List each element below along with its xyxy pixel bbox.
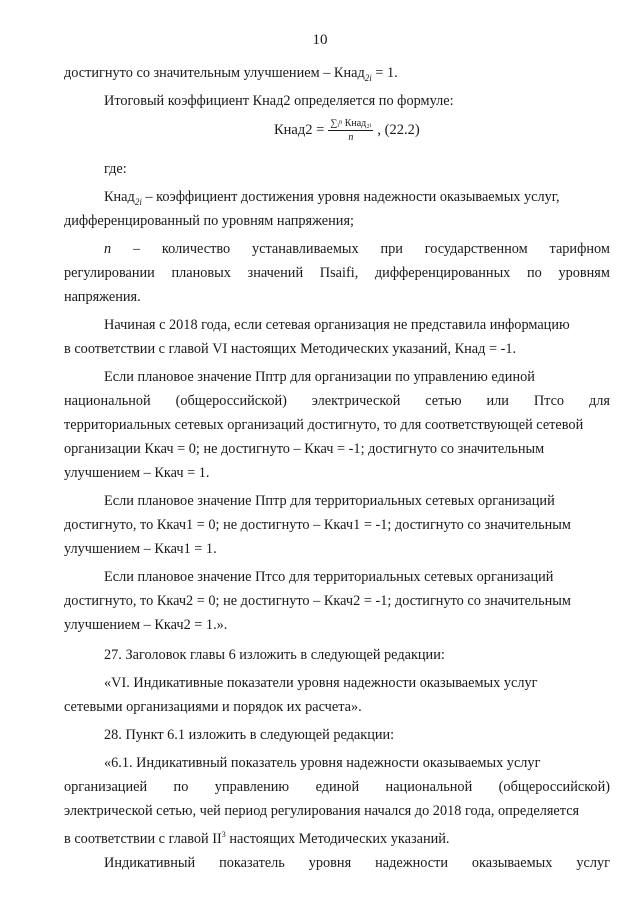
text-line: организации Ккач = 0; не достигнуто – Ккач = -1; достигнуто со значительным <box>64 441 545 457</box>
text-line: «VI. Индикативные показатели уровня надежности оказываемых услуг <box>104 675 538 691</box>
text-line-justified: Индикативный показатель уровня надежности оказываемых услуг <box>104 855 610 871</box>
text-line: где: <box>104 161 127 177</box>
text-line-justified: национальной (общероссийской) электрической сетью или Птсо для <box>64 393 610 409</box>
text-line: Если плановое значение Птсо для территориальных сетевых организаций <box>104 569 554 585</box>
formula-lhs: Кнад2 = <box>274 122 325 138</box>
text-line: территориальных сетевых организаций достигнуто, то для соответствующей сетевой <box>64 417 584 433</box>
text-line: достигнуто, то Ккач1 = 0; не достигнуто – Ккач1 = -1; достигнуто со значительным <box>64 517 571 533</box>
text-line: достигнуто, то Ккач2 = 0; не достигнуто – Ккач2 = -1; достигнуто со значительным <box>64 593 571 609</box>
text-line: в соответствии с главой VI настоящих Методических указаний, Кнад = -1. <box>64 341 517 357</box>
text-line: дифференцированный по уровням напряжения; <box>64 213 354 229</box>
text-line: электрической сетью, чей период регулирования начался до 2018 года, определяется <box>64 803 580 819</box>
text-line: «6.1. Индикативный показатель уровня надежности оказываемых услуг <box>104 755 541 771</box>
text-line: Итоговый коэффициент Кнад2 определяется по формуле: <box>104 93 454 109</box>
text-line: 27. Заголовок главы 6 изложить в следующей редакции: <box>104 647 445 663</box>
text-line: улучшением – Ккач1 = 1. <box>64 541 217 557</box>
text-line-justified: организацией по управлению единой национальной (общероссийской) <box>64 779 610 795</box>
text-line: 28. Пункт 6.1 изложить в следующей редакции: <box>104 727 395 743</box>
text-line: Начиная с 2018 года, если сетевая организация не представила информацию <box>104 317 570 333</box>
text-line: улучшением – Ккач2 = 1.». <box>64 617 228 633</box>
text-line: улучшением – Ккач = 1. <box>64 465 210 481</box>
page-number: 10 <box>312 32 328 48</box>
text-line: Если плановое значение Пптр для организации по управлению единой <box>104 369 535 385</box>
text-line: в соответствии с главой $II^3$ настоящих Методических указаний. <box>64 830 450 847</box>
formula-number: , (22.2) <box>377 122 420 138</box>
formula-denominator: n <box>348 132 354 143</box>
text-line-justified: n – количество устанавливаемых при государственном тарифном <box>104 241 610 257</box>
text-line: Если плановое значение Пптр для территориальных сетевых организаций <box>104 493 555 509</box>
formula-numerator: ∑ᵢⁿ Кнад₂ᵢ <box>330 118 372 129</box>
text-line: Кнад$_{2i}$ – коэффициент достижения уровня надежности оказываемых услуг, <box>104 189 560 207</box>
text-line: сетевыми организациями и порядок их расчета». <box>64 699 362 715</box>
text-line: напряжения. <box>64 289 141 305</box>
text-line-justified: регулировании плановых значений Пsaifi, дифференцированных по уровням <box>64 265 610 281</box>
text-line: достигнуто со значительным улучшением – Кнад$_{2i}$ = 1. <box>64 65 398 83</box>
formula-22-2 <box>274 118 420 143</box>
formula-fraction <box>328 118 373 143</box>
